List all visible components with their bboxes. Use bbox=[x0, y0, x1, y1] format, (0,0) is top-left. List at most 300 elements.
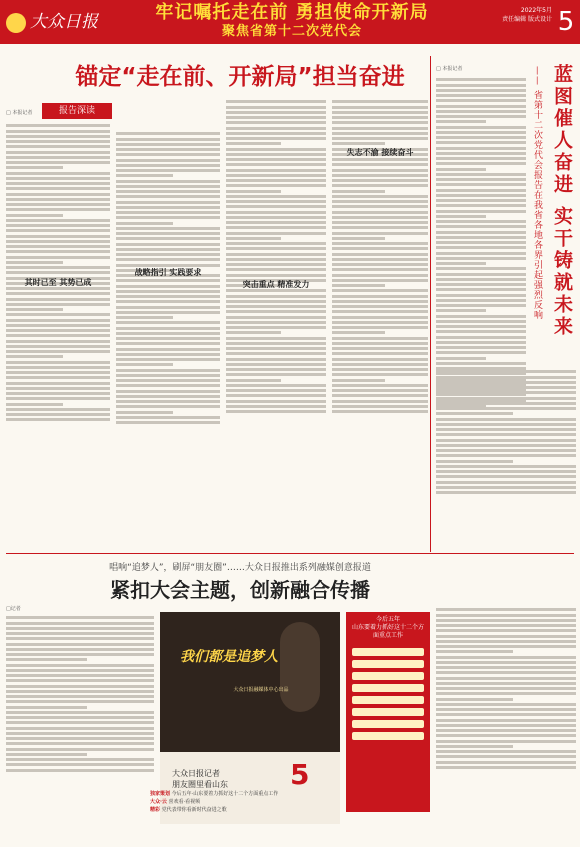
body-text-line bbox=[226, 184, 326, 187]
body-text-line bbox=[436, 713, 576, 716]
body-text-line bbox=[6, 408, 110, 411]
body-text-line bbox=[332, 400, 428, 403]
body-text-line bbox=[226, 116, 326, 119]
body-text-line bbox=[436, 136, 526, 139]
body-text-line bbox=[436, 162, 526, 165]
body-text-line bbox=[436, 246, 526, 249]
body-text-line bbox=[226, 305, 326, 308]
body-text-line bbox=[116, 363, 173, 366]
body-text-line bbox=[6, 256, 110, 259]
body-text-line bbox=[6, 266, 110, 269]
body-text-line bbox=[6, 679, 154, 682]
body-text-line bbox=[6, 397, 110, 400]
body-text-line bbox=[226, 253, 326, 256]
body-text-line bbox=[226, 316, 326, 319]
body-text-line bbox=[436, 304, 526, 307]
photo-title: 我们都是追梦人 bbox=[180, 649, 278, 665]
body-text-line bbox=[436, 439, 576, 442]
body-text-line bbox=[226, 389, 326, 392]
body-text-line bbox=[436, 397, 576, 400]
body-text-line bbox=[332, 373, 428, 376]
body-text-line bbox=[6, 669, 154, 672]
body-text-line bbox=[6, 742, 154, 745]
body-text-line bbox=[6, 664, 154, 667]
body-text-line bbox=[226, 111, 326, 114]
body-text-line bbox=[116, 248, 220, 251]
lower-kicker: 唱响“追梦人”，刷屏“朋友圈”……大众日报推出系列融媒创意报道 bbox=[109, 563, 371, 573]
main-body-col-1 bbox=[6, 122, 110, 552]
lower-byline: □记者 bbox=[6, 606, 21, 612]
logo-seal-icon bbox=[6, 13, 26, 33]
ticker-text: 党代表带你看新时代奋进之歌 bbox=[161, 807, 227, 813]
body-text-line bbox=[332, 127, 428, 130]
body-text-line bbox=[226, 410, 326, 413]
body-text-line bbox=[436, 635, 576, 638]
body-text-line bbox=[436, 257, 526, 260]
body-text-line bbox=[6, 298, 110, 301]
body-text-line bbox=[6, 758, 154, 761]
promo-photo[interactable] bbox=[160, 612, 340, 752]
ticker-text: 今后五年·山东要着力抓好这十二个方面重点工作 bbox=[171, 791, 279, 797]
qr-ticker bbox=[150, 790, 350, 814]
body-text-line bbox=[332, 394, 428, 397]
body-text-line bbox=[436, 624, 576, 627]
promo-text bbox=[172, 768, 228, 790]
body-text-line bbox=[116, 321, 220, 324]
body-text-line bbox=[226, 331, 281, 334]
body-text-line bbox=[436, 734, 576, 737]
body-text-line bbox=[332, 232, 428, 235]
body-text-line bbox=[436, 740, 576, 743]
body-text-line bbox=[436, 325, 526, 328]
body-text-line bbox=[436, 656, 576, 659]
body-text-line bbox=[226, 148, 326, 151]
body-text-line bbox=[6, 648, 154, 651]
body-text-line bbox=[436, 141, 526, 144]
body-text-line bbox=[436, 225, 526, 228]
body-text-line bbox=[226, 352, 326, 355]
body-text-line bbox=[226, 216, 326, 219]
body-text-line bbox=[332, 174, 428, 177]
body-text-line bbox=[226, 263, 326, 266]
body-text-line bbox=[6, 229, 110, 232]
body-text-line bbox=[226, 132, 326, 135]
body-text-line bbox=[436, 645, 576, 648]
body-text-line bbox=[226, 384, 326, 387]
body-text-line bbox=[436, 761, 576, 764]
body-text-line bbox=[436, 677, 576, 680]
body-text-line bbox=[436, 152, 526, 155]
body-text-line bbox=[332, 111, 428, 114]
body-text-line bbox=[226, 179, 326, 182]
body-text-line bbox=[436, 336, 526, 339]
body-text-line bbox=[436, 351, 526, 354]
body-text-line bbox=[116, 253, 220, 256]
body-text-line bbox=[6, 632, 154, 635]
body-text-line bbox=[6, 418, 110, 421]
body-text-line bbox=[436, 168, 486, 171]
body-text-line bbox=[116, 285, 220, 288]
body-text-line bbox=[436, 105, 526, 108]
body-text-line bbox=[6, 361, 110, 364]
banner-main-slogan: 牢记嘱托走在前 勇担使命开新局 bbox=[155, 2, 429, 23]
body-text-line bbox=[436, 110, 526, 113]
body-text-line bbox=[436, 215, 486, 218]
body-text-line bbox=[332, 279, 428, 282]
body-text-line bbox=[332, 337, 428, 340]
body-text-line bbox=[6, 250, 110, 253]
body-text-line bbox=[436, 724, 576, 727]
body-text-line bbox=[226, 321, 326, 324]
body-text-line bbox=[436, 267, 526, 270]
body-text-line bbox=[116, 390, 220, 393]
body-text-line bbox=[6, 219, 110, 222]
body-text-line bbox=[332, 247, 428, 250]
body-text-line bbox=[436, 131, 526, 134]
body-text-line bbox=[332, 274, 428, 277]
body-text-line bbox=[332, 326, 428, 329]
body-text-line bbox=[6, 198, 110, 201]
body-text-line bbox=[6, 130, 110, 133]
body-text-line bbox=[332, 142, 385, 145]
body-text-line bbox=[226, 363, 326, 366]
body-text-line bbox=[436, 126, 526, 129]
body-text-line bbox=[6, 313, 110, 316]
body-text-line bbox=[436, 94, 526, 97]
body-text-line bbox=[116, 243, 220, 246]
body-text-line bbox=[6, 340, 110, 343]
body-text-line bbox=[332, 363, 428, 366]
body-text-line bbox=[332, 121, 428, 124]
body-text-line bbox=[436, 299, 526, 302]
body-text-line bbox=[226, 295, 326, 298]
body-text-line bbox=[436, 433, 576, 436]
body-text-line bbox=[116, 180, 220, 183]
lower-headline[interactable]: 紧扣大会主题，创新融合传播 bbox=[110, 578, 370, 602]
microphone-icon bbox=[280, 622, 320, 712]
body-text-line bbox=[332, 179, 428, 182]
panel-bar bbox=[352, 660, 424, 668]
body-text-line bbox=[436, 341, 526, 344]
body-text-line bbox=[116, 138, 220, 141]
right-body-col-2 bbox=[436, 368, 576, 552]
body-text-line bbox=[116, 195, 220, 198]
body-text-line bbox=[332, 389, 428, 392]
body-text-line bbox=[116, 337, 220, 340]
body-text-line bbox=[226, 137, 326, 140]
body-text-line bbox=[6, 172, 110, 175]
body-text-line bbox=[436, 629, 576, 632]
body-text-line bbox=[116, 258, 220, 261]
body-text-line bbox=[6, 371, 110, 374]
body-text-line bbox=[332, 169, 428, 172]
body-text-line bbox=[436, 84, 526, 87]
body-text-line bbox=[332, 379, 385, 382]
body-text-line bbox=[6, 235, 110, 238]
body-text-line bbox=[116, 384, 220, 387]
body-text-line bbox=[116, 400, 220, 403]
body-text-line bbox=[226, 237, 281, 240]
body-text-line bbox=[436, 147, 526, 150]
body-text-line bbox=[332, 316, 428, 319]
body-text-line bbox=[116, 416, 220, 419]
body-text-line bbox=[332, 268, 428, 271]
body-text-line bbox=[6, 292, 110, 295]
body-text-line bbox=[436, 719, 576, 722]
body-text-line bbox=[436, 391, 576, 394]
lower-body-col-2 bbox=[436, 606, 576, 842]
body-text-line bbox=[436, 640, 576, 643]
body-text-line bbox=[116, 358, 220, 361]
body-text-line bbox=[226, 200, 326, 203]
body-text-line bbox=[332, 132, 428, 135]
body-text-line bbox=[436, 115, 526, 118]
body-text-line bbox=[226, 121, 326, 124]
body-text-line bbox=[436, 220, 526, 223]
body-text-line bbox=[436, 252, 526, 255]
body-text-line bbox=[6, 329, 110, 332]
body-text-line bbox=[436, 357, 486, 360]
body-text-line bbox=[6, 334, 110, 337]
body-text-line bbox=[332, 237, 385, 240]
body-text-line bbox=[226, 195, 326, 198]
panel-bar bbox=[352, 732, 424, 740]
body-text-line bbox=[6, 261, 63, 264]
body-text-line bbox=[116, 185, 220, 188]
body-text-line bbox=[6, 622, 154, 625]
body-text-line bbox=[116, 190, 220, 193]
body-text-line bbox=[116, 327, 220, 330]
body-text-line bbox=[116, 227, 220, 230]
body-text-line bbox=[436, 682, 576, 685]
body-text-line bbox=[6, 303, 110, 306]
body-text-line bbox=[6, 711, 154, 714]
body-text-line bbox=[6, 355, 63, 358]
body-text-line bbox=[6, 627, 154, 630]
body-text-line bbox=[436, 708, 576, 711]
body-text-line bbox=[6, 140, 110, 143]
body-text-line bbox=[6, 643, 154, 646]
panel-bar bbox=[352, 672, 424, 680]
body-text-line bbox=[332, 410, 428, 413]
body-text-line bbox=[332, 195, 428, 198]
body-text-line bbox=[436, 370, 576, 373]
body-text-line bbox=[116, 159, 220, 162]
main-body-col-4 bbox=[332, 98, 428, 552]
body-text-line bbox=[332, 221, 428, 224]
body-text-line bbox=[436, 614, 576, 617]
body-text-line bbox=[332, 331, 385, 334]
body-text-line bbox=[436, 766, 576, 769]
body-text-line bbox=[436, 750, 576, 753]
body-text-line bbox=[6, 732, 154, 735]
body-text-line bbox=[226, 106, 326, 109]
header-meta bbox=[472, 6, 552, 24]
body-text-line bbox=[226, 405, 326, 408]
body-text-line bbox=[332, 321, 428, 324]
body-text-line bbox=[436, 692, 576, 695]
body-text-line bbox=[6, 685, 154, 688]
body-text-line bbox=[116, 206, 220, 209]
body-text-line bbox=[6, 271, 110, 274]
body-text-line bbox=[332, 116, 428, 119]
twelve-tasks-panel[interactable] bbox=[346, 612, 430, 812]
body-text-line bbox=[332, 211, 428, 214]
body-text-line bbox=[436, 89, 526, 92]
promo-line: 大众日报记者 bbox=[172, 769, 220, 778]
body-text-line bbox=[226, 153, 326, 156]
body-text-line bbox=[116, 169, 220, 172]
body-text-line bbox=[226, 190, 281, 193]
body-text-line bbox=[226, 358, 326, 361]
body-text-line bbox=[116, 353, 220, 356]
body-text-line bbox=[436, 470, 576, 473]
body-text-line bbox=[226, 347, 326, 350]
body-text-line bbox=[6, 187, 110, 190]
body-text-line bbox=[6, 193, 110, 196]
body-text-line bbox=[332, 205, 428, 208]
body-text-line bbox=[6, 753, 87, 756]
page-number: 5 bbox=[557, 7, 575, 37]
body-text-line bbox=[116, 311, 220, 314]
body-text-line bbox=[332, 384, 428, 387]
body-text-line bbox=[332, 184, 428, 187]
body-text-line bbox=[6, 763, 154, 766]
right-article-title[interactable]: 蓝图催人奋进 实干铸就未来 bbox=[551, 64, 573, 338]
body-text-line bbox=[436, 294, 526, 297]
body-text-line bbox=[226, 247, 326, 250]
body-text-line bbox=[436, 315, 526, 318]
body-text-line bbox=[116, 148, 220, 151]
body-text-line bbox=[226, 368, 326, 371]
body-text-line bbox=[436, 183, 526, 186]
panel-bar bbox=[352, 684, 424, 692]
body-text-line bbox=[6, 716, 154, 719]
body-text-line bbox=[332, 405, 428, 408]
body-text-line bbox=[436, 320, 526, 323]
body-text-line bbox=[332, 200, 428, 203]
body-text-line bbox=[116, 164, 220, 167]
body-text-line bbox=[436, 475, 576, 478]
body-text-line bbox=[6, 737, 154, 740]
body-text-line bbox=[436, 278, 526, 281]
body-text-line bbox=[436, 288, 526, 291]
body-text-line bbox=[436, 608, 576, 611]
body-text-line bbox=[436, 376, 576, 379]
body-text-line bbox=[226, 158, 326, 161]
body-text-line bbox=[6, 413, 110, 416]
body-text-line bbox=[116, 306, 220, 309]
body-text-line bbox=[436, 283, 526, 286]
body-text-line bbox=[6, 182, 110, 185]
body-text-line bbox=[436, 703, 576, 706]
body-text-line bbox=[6, 324, 110, 327]
body-text-line bbox=[436, 330, 526, 333]
body-text-line bbox=[436, 666, 576, 669]
body-text-line bbox=[436, 120, 486, 123]
body-text-line bbox=[436, 418, 576, 421]
body-text-line bbox=[6, 124, 110, 127]
body-text-line bbox=[6, 727, 154, 730]
body-text-line bbox=[116, 348, 220, 351]
body-text-line bbox=[116, 201, 220, 204]
body-text-line bbox=[436, 449, 576, 452]
body-text-line bbox=[332, 158, 428, 161]
body-text-line bbox=[436, 78, 526, 81]
body-text-line bbox=[436, 241, 526, 244]
body-text-line bbox=[116, 143, 220, 146]
body-text-line bbox=[436, 204, 526, 207]
body-text-line bbox=[6, 145, 110, 148]
body-text-line bbox=[226, 163, 326, 166]
body-text-line bbox=[116, 374, 220, 377]
masthead bbox=[0, 0, 580, 44]
newspaper-logo[interactable] bbox=[6, 4, 124, 40]
body-text-line bbox=[332, 342, 428, 345]
body-text-line bbox=[436, 407, 576, 410]
body-text-line bbox=[6, 637, 154, 640]
body-text-line bbox=[436, 346, 526, 349]
body-text-line bbox=[6, 376, 110, 379]
body-text-line bbox=[332, 305, 428, 308]
body-text-line bbox=[6, 350, 110, 353]
body-text-line bbox=[226, 258, 326, 261]
ticker-item[interactable] bbox=[150, 798, 350, 806]
body-text-line bbox=[436, 423, 576, 426]
body-text-line bbox=[226, 300, 326, 303]
body-text-line bbox=[436, 661, 576, 664]
body-text-line bbox=[116, 369, 220, 372]
body-text-line bbox=[6, 208, 110, 211]
panel-line: 今后五年 bbox=[375, 616, 400, 623]
body-text-line bbox=[436, 687, 576, 690]
body-text-line bbox=[116, 421, 220, 424]
ticker-item[interactable] bbox=[150, 806, 350, 814]
body-text-line bbox=[6, 695, 154, 698]
body-text-line bbox=[116, 295, 220, 298]
body-text-line bbox=[6, 387, 110, 390]
ticker-item[interactable] bbox=[150, 790, 350, 798]
body-text-line bbox=[436, 199, 526, 202]
panel-bar bbox=[352, 696, 424, 704]
body-text-line bbox=[6, 366, 110, 369]
body-text-line bbox=[116, 279, 220, 282]
body-text-line bbox=[436, 262, 486, 265]
meta-line: 责任编辑 版式设计 bbox=[502, 16, 552, 23]
body-text-line bbox=[436, 402, 576, 405]
body-text-line bbox=[436, 481, 576, 484]
body-text-line bbox=[226, 174, 326, 177]
body-text-line bbox=[436, 178, 526, 181]
body-text-line bbox=[436, 273, 526, 276]
body-text-line bbox=[116, 395, 220, 398]
body-text-line bbox=[6, 382, 110, 385]
body-text-line bbox=[332, 226, 428, 229]
body-text-line bbox=[6, 392, 110, 395]
body-text-line bbox=[226, 310, 326, 313]
body-text-line bbox=[6, 748, 154, 751]
body-text-line bbox=[226, 226, 326, 229]
main-headline[interactable]: 锚定“走在前、开新局”担当奋进 bbox=[75, 64, 405, 90]
body-text-line bbox=[332, 216, 428, 219]
body-text-line bbox=[332, 368, 428, 371]
body-text-line bbox=[116, 132, 220, 135]
body-text-line bbox=[436, 412, 513, 415]
ticker-label: 独家策划 bbox=[150, 791, 171, 797]
body-text-line bbox=[6, 403, 63, 406]
body-text-line bbox=[436, 231, 526, 234]
body-text-line bbox=[332, 300, 428, 303]
